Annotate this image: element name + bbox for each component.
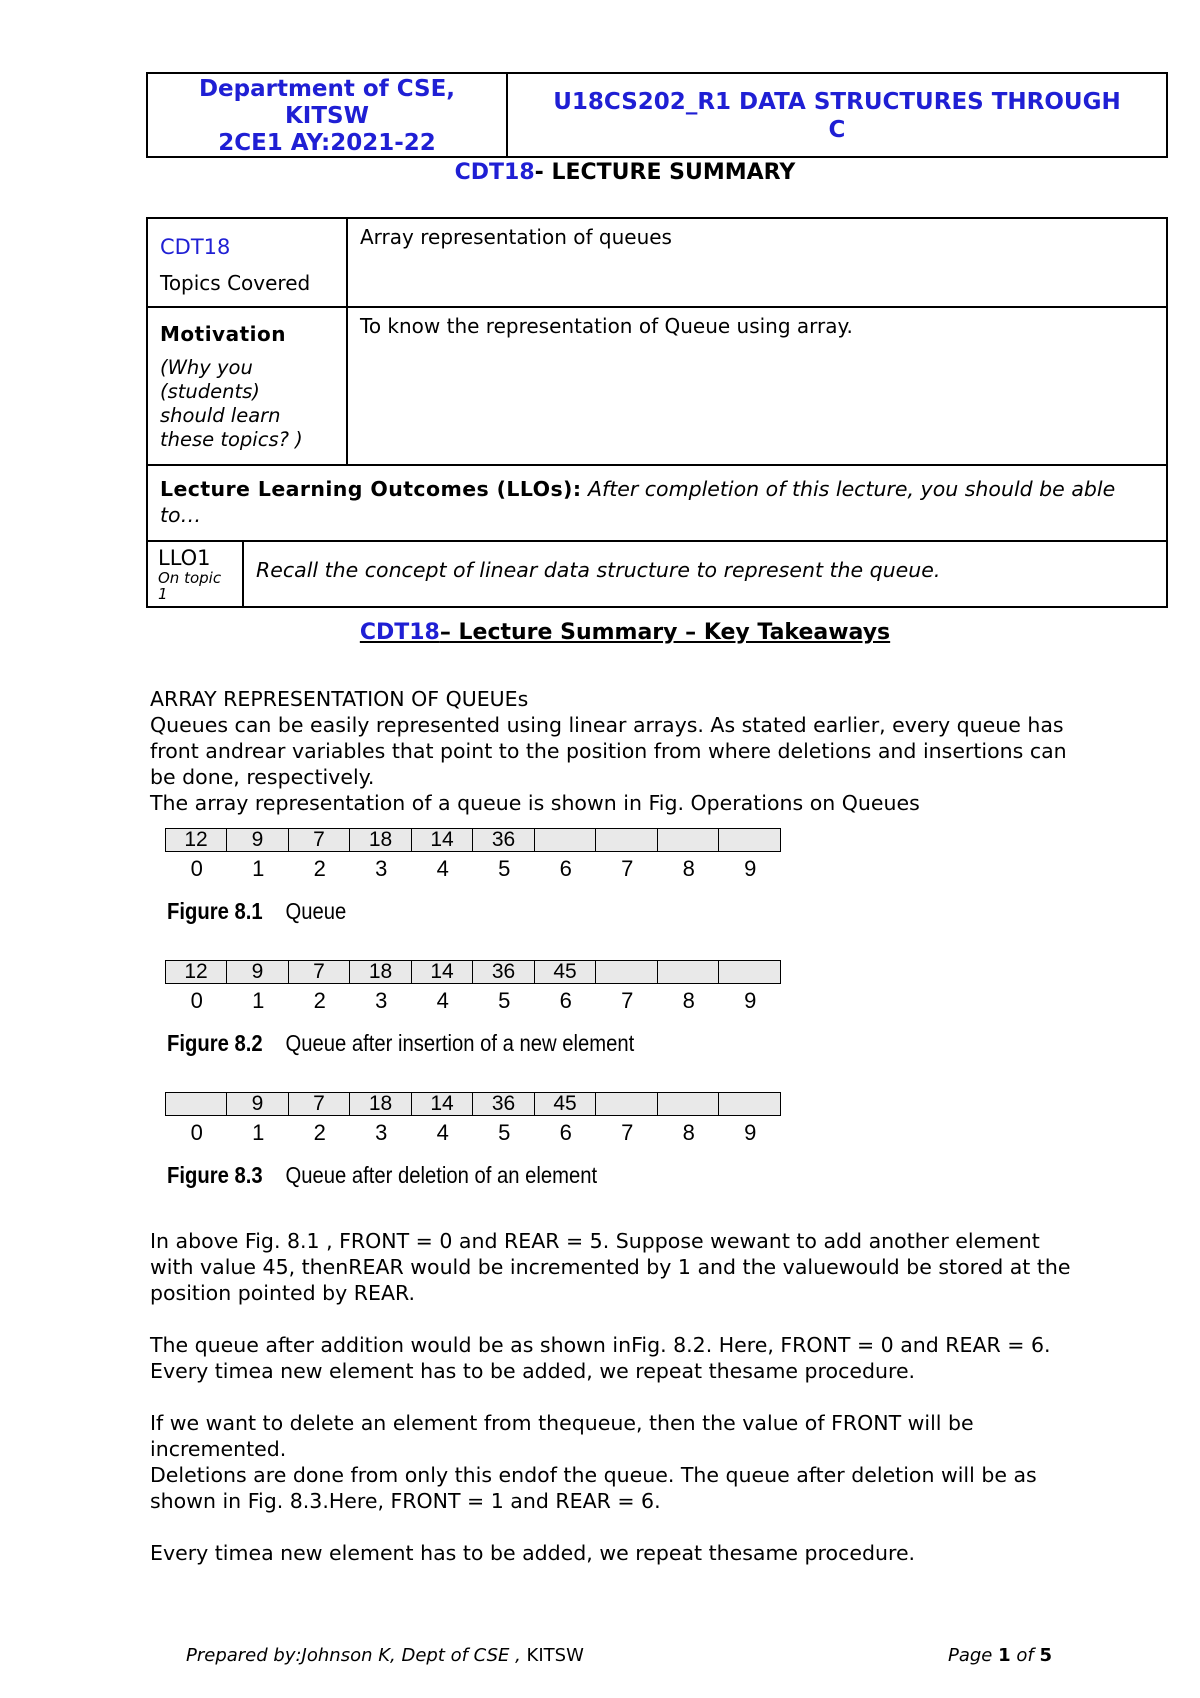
queue-index: 5 [498, 856, 511, 881]
queue-index: 0 [190, 988, 203, 1013]
motivation-label-cell [148, 308, 348, 464]
queue-cell: 14 [411, 960, 474, 984]
queue-index: 6 [559, 988, 572, 1013]
queue-cell: 36 [472, 1092, 535, 1116]
topic-code: CDT18 [160, 235, 231, 259]
title-text: - LECTURE SUMMARY [534, 160, 796, 185]
llo1-label-cell [148, 542, 244, 606]
queue-index: 0 [190, 1120, 203, 1145]
motivation-value: To know the representation of Queue using array. [360, 314, 853, 338]
queue-cell: 7 [288, 960, 351, 984]
queue-cell: 18 [349, 828, 412, 852]
header-course [508, 74, 1166, 156]
footer-prepared-by [186, 1645, 584, 1666]
of-label: of [1016, 1645, 1034, 1666]
queue-cell: 14 [411, 828, 474, 852]
footer-page-number [948, 1645, 1052, 1666]
key-takeaways-text: – Lecture Summary – Key Takeaways [439, 620, 891, 645]
queue-index: 3 [375, 1120, 388, 1145]
figure-caption [167, 1162, 597, 1189]
llo1-code: LLO1 [158, 546, 211, 570]
queue-index: 9 [744, 988, 757, 1013]
course-line: U18CS202_R1 DATA STRUCTURES THROUGH [553, 89, 1121, 115]
figure-caption [167, 1030, 634, 1057]
queue-cell [718, 1092, 781, 1116]
figure-caption-text: Queue [285, 898, 347, 924]
queue-array [166, 828, 781, 852]
department-line: Department of CSE, [198, 76, 456, 102]
queue-cell: 45 [534, 1092, 597, 1116]
topics-label: Topics Covered [160, 271, 311, 295]
queue-index: 8 [682, 856, 695, 881]
topics-value: Array representation of queues [360, 225, 672, 249]
queue-indices [166, 856, 781, 882]
queue-cell [595, 828, 658, 852]
queue-index: 3 [375, 856, 388, 881]
figure-label: Figure 8.2 [167, 1030, 263, 1056]
llo-heading-bold: Lecture Learning Outcomes (LLOs): [160, 477, 582, 501]
paragraph-after-addition: The queue after addition would be as shown inFig. 8.2. Here, FRONT = 0 and REAR = 6. Every timea new element has to be added, we repeat thesame procedure. [150, 1333, 1051, 1383]
queue-cell [534, 828, 597, 852]
footer-prepared-text: Prepared by:Johnson K, Dept of CSE , [186, 1645, 521, 1666]
queue-array [166, 1092, 781, 1116]
queue-cell: 9 [226, 828, 289, 852]
queue-cell: 7 [288, 1092, 351, 1116]
paragraph-insertion: In above Fig. 8.1 , FRONT = 0 and REAR = 5. Suppose wewant to add another element with value 45, thenREAR would be incremented by 1 and the valuewould be stored at the position pointed by REAR. [150, 1229, 1071, 1305]
paragraph-deletion: If we want to delete an element from thequeue, then the value of FRONT will be incremented. [150, 1411, 974, 1461]
queue-indices [166, 988, 781, 1014]
intro-figure-reference: The array representation of a queue is shown in Fig. Operations on Queues [150, 791, 920, 815]
queue-index: 4 [436, 1120, 449, 1145]
queue-index: 7 [621, 988, 634, 1013]
motivation-subtitle: (Why you (students) should learn these topics? ) [160, 356, 303, 451]
queue-cell: 7 [288, 828, 351, 852]
motivation-label: Motivation [160, 322, 286, 346]
queue-array [166, 960, 781, 984]
queue-index: 8 [682, 988, 695, 1013]
academic-year-line: 2CE1 AY:2021-22 [218, 130, 436, 156]
llo-heading [160, 476, 1154, 530]
intro-paragraph: Queues can be easily represented using linear arrays. As stated earlier, every queue has front andrear variables that point to the position from where deletions and insertions can be done, respectively. [150, 713, 1067, 789]
queue-index: 4 [436, 988, 449, 1013]
queue-index: 7 [621, 856, 634, 881]
queue-cell [657, 1092, 720, 1116]
queue-index: 1 [252, 988, 265, 1013]
institute-line: KITSW [284, 103, 369, 129]
document-title [0, 160, 1200, 185]
queue-cell [718, 960, 781, 984]
queue-indices [166, 1120, 781, 1146]
header-table [146, 72, 1168, 158]
queue-index: 8 [682, 1120, 695, 1145]
page-total: 5 [1039, 1645, 1053, 1666]
queue-index: 2 [313, 856, 326, 881]
topics-label-cell [148, 219, 348, 306]
page-current: 1 [998, 1645, 1011, 1666]
queue-cell [657, 960, 720, 984]
queue-cell [718, 828, 781, 852]
queue-cell: 36 [472, 960, 535, 984]
intro-text [150, 686, 1080, 816]
paragraph-deletion-detail: Deletions are done from only this endof the queue. The queue after deletion will be as shown in Fig. 8.3.Here, FRONT = 1 and REAR = 6. [150, 1463, 1037, 1513]
course-line-2: C [828, 117, 846, 143]
figure-caption [167, 898, 346, 925]
llo1-subtitle: On topic 1 [158, 569, 222, 603]
queue-cell [165, 1092, 228, 1116]
llo1-row [148, 542, 1166, 606]
queue-cell: 9 [226, 960, 289, 984]
figure-caption-text: Queue after deletion of an element [285, 1162, 598, 1188]
queue-index: 2 [313, 988, 326, 1013]
queue-cell: 18 [349, 1092, 412, 1116]
queue-cell: 12 [165, 828, 228, 852]
queue-index: 0 [190, 856, 203, 881]
queue-index: 4 [436, 856, 449, 881]
queue-index: 7 [621, 1120, 634, 1145]
queue-index: 1 [252, 1120, 265, 1145]
queue-cell [595, 1092, 658, 1116]
queue-index: 9 [744, 856, 757, 881]
queue-index: 5 [498, 1120, 511, 1145]
page-label: Page [948, 1645, 993, 1666]
header-department [148, 74, 508, 156]
topics-row [148, 219, 1166, 308]
title-code: CDT18 [454, 160, 535, 185]
intro-heading: ARRAY REPRESENTATION OF QUEUEs [150, 687, 529, 711]
queue-cell: 36 [472, 828, 535, 852]
key-takeaways-code: CDT18 [359, 620, 440, 645]
queue-cell: 45 [534, 960, 597, 984]
queue-cell [657, 828, 720, 852]
queue-index: 2 [313, 1120, 326, 1145]
motivation-row [148, 308, 1166, 466]
queue-index: 6 [559, 856, 572, 881]
queue-index: 9 [744, 1120, 757, 1145]
queue-index: 3 [375, 988, 388, 1013]
summary-table [146, 217, 1168, 608]
footer-institute: KITSW [526, 1645, 584, 1666]
llo-heading-row [148, 466, 1166, 542]
queue-index: 5 [498, 988, 511, 1013]
queue-cell: 14 [411, 1092, 474, 1116]
figure-label: Figure 8.3 [167, 1162, 263, 1188]
queue-cell [595, 960, 658, 984]
queue-index: 1 [252, 856, 265, 881]
figure-label: Figure 8.1 [167, 898, 263, 924]
llo-heading-tail: After completion of this lecture, you should be able to… [160, 477, 1116, 527]
figure-caption-text: Queue after insertion of a new element [285, 1030, 635, 1056]
queue-cell: 18 [349, 960, 412, 984]
key-takeaways-heading [0, 620, 1200, 645]
queue-cell: 9 [226, 1092, 289, 1116]
queue-cell: 12 [165, 960, 228, 984]
explanation-text [150, 1228, 1080, 1566]
llo1-value: Recall the concept of linear data structure to represent the queue. [256, 558, 941, 582]
paragraph-repeat: Every timea new element has to be added, we repeat thesame procedure. [150, 1541, 916, 1565]
queue-index: 6 [559, 1120, 572, 1145]
